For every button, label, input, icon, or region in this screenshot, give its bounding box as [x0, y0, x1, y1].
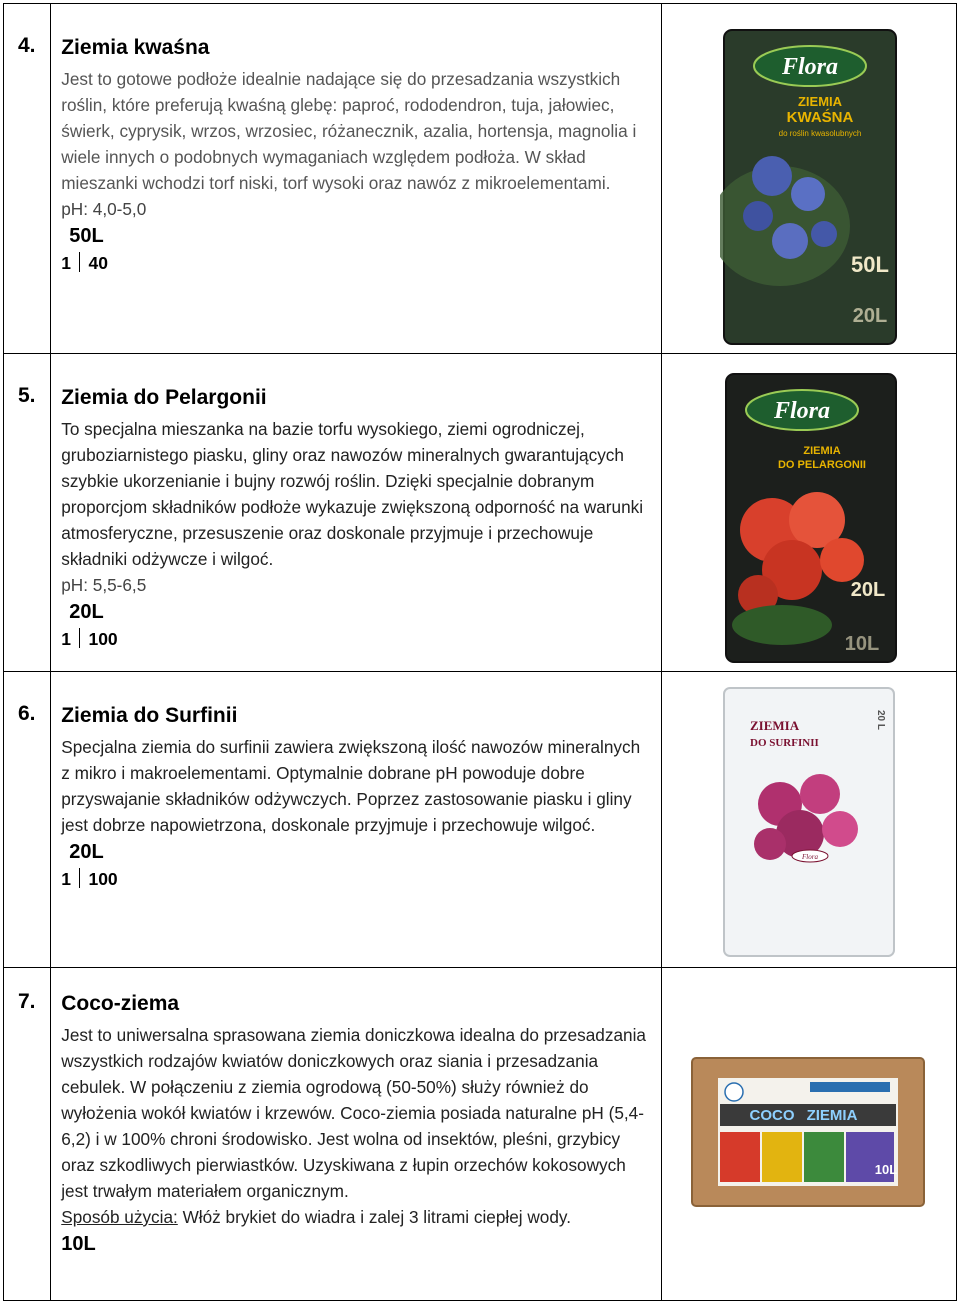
product-number: 4. [18, 34, 36, 57]
product-bag-image [720, 26, 900, 348]
bag-volume: 50L [851, 252, 890, 277]
blueberry-icon [752, 156, 792, 196]
product-row [4, 4, 957, 354]
product-description: Specjalna ziemia do surfinii zawiera zwiększoną ilość nawozów mineralnych z mikro i makroelementami. Optymalnie dobrane pH powoduje dobre przyswajanie składników odżywczych. Poprzez zastosowanie piasku i gliny jest dobrze napowietrzona, doskonale przyjmuje i przechowuje wilgoć. [61, 737, 641, 835]
product-title: Coco-ziema [61, 992, 180, 1015]
product-packaging: 1 40 [61, 253, 108, 273]
svg-text:DO PELARGONII: DO PELARGONII [778, 459, 867, 471]
bag-brand: Flora [782, 54, 839, 80]
product-row [4, 968, 957, 1301]
product-row [4, 672, 957, 968]
usage-text: Włóż brykiet do wiadra i zalej 3 litrami ciepłej wody. [177, 1207, 572, 1227]
bag-logo: Flora [802, 853, 819, 861]
svg-text:DO SURFINII: DO SURFINII [750, 737, 820, 749]
brick-volume: 10L [875, 1162, 898, 1177]
product-number: 6. [18, 702, 36, 725]
svg-text:20L: 20L [853, 305, 888, 327]
svg-text:do roślin kwasolubnych: do roślin kwasolubnych [779, 129, 862, 138]
svg-text:ZIEMIA: ZIEMIA [798, 94, 843, 109]
product-bag-image [720, 684, 898, 960]
svg-text:ZIEMIA: ZIEMIA [807, 1107, 858, 1124]
product-row [4, 354, 957, 672]
product-title: Ziemia kwaśna [61, 36, 210, 59]
product-size: 20L [69, 601, 104, 623]
usage-label: Sposób użycia: [61, 1207, 178, 1227]
svg-text:10L: 10L [845, 633, 880, 655]
pack-separator [79, 868, 81, 888]
bag-volume: 20L [851, 579, 886, 601]
svg-text:ZIEMIA: ZIEMIA [803, 445, 842, 457]
product-bag-image [722, 370, 900, 666]
product-title: Ziemia do Surfinii [61, 704, 238, 727]
product-description: Jest to gotowe podłoże idealnie nadające się do przesadzania wszystkich roślin, które preferują kwaśną glebę: paproć, rododendron, tuja, jałowiec, świerk, cyprysik, wrzos, wrzosiec, różanecznik, azalia, hortensja, magnolia i wiele innych o podobnych wymaganiach względem podłoża. W skład mieszanki wchodzi torf niski, torf wysoki oraz nawóz z mikroelementami. [61, 69, 637, 193]
product-size: 50L [69, 225, 104, 247]
product-size: 10L [61, 1233, 96, 1255]
product-packaging: 1 100 [61, 869, 118, 889]
product-ph: pH: 4,0-5,0 [61, 199, 147, 219]
svg-text:KWAŚNA: KWAŚNA [787, 109, 854, 126]
product-size: 20L [69, 841, 104, 863]
product-table [3, 3, 957, 1301]
pack-separator [79, 252, 81, 272]
product-number: 7. [18, 990, 36, 1013]
product-description: Jest to uniwersalna sprasowana ziemia doniczkowa idealna do przesadzania wszystkich rodzajów kwiatów doniczkowych oraz siania i przesadzania cebulek. W połączeniu z ziemia ogrodową (50-50%) służy również do wyłożenia wokół kwiatów i krzewów. Coco-ziemia posiada naturalne pH (5,4-6,2) i w 100% chroni środowisko. Jest wolna od insektów, pleśni, grzybicy oraz szkodliwych pierwiastków. Uzyskiwana z łupin orzechów kokosowych jest trwałym materiałem organicznym. [61, 1025, 646, 1201]
usage-instructions [61, 1204, 653, 1230]
product-packaging: 1 100 [61, 629, 118, 649]
svg-text:ZIEMIA: ZIEMIA [750, 718, 800, 733]
pack-separator [79, 628, 81, 648]
bag-volume: 20 L [875, 709, 887, 731]
product-brick-image [690, 1056, 926, 1208]
product-ph: pH: 5,5-6,5 [61, 575, 147, 595]
bag-brand: Flora [774, 398, 831, 424]
product-number: 5. [18, 384, 36, 407]
product-description: To specjalna mieszanka na bazie torfu wysokiego, ziemi ogrodniczej, gruboziarnistego piasku, gliny oraz nawozów mineralnych gwarantujących szybkie ukorzenianie i bujny rozwój roślin. Dzięki specjalnie dobranym proporcjom składników podłoże wykazuje zwiększoną odporność na warunki atmosferyczne, przesuszenie oraz doskonale przyjmuje i przechowuje składniki odżywcze i wilgoć. [61, 419, 644, 569]
svg-text:COCO: COCO [749, 1107, 795, 1124]
product-title: Ziemia do Pelargonii [61, 386, 267, 409]
